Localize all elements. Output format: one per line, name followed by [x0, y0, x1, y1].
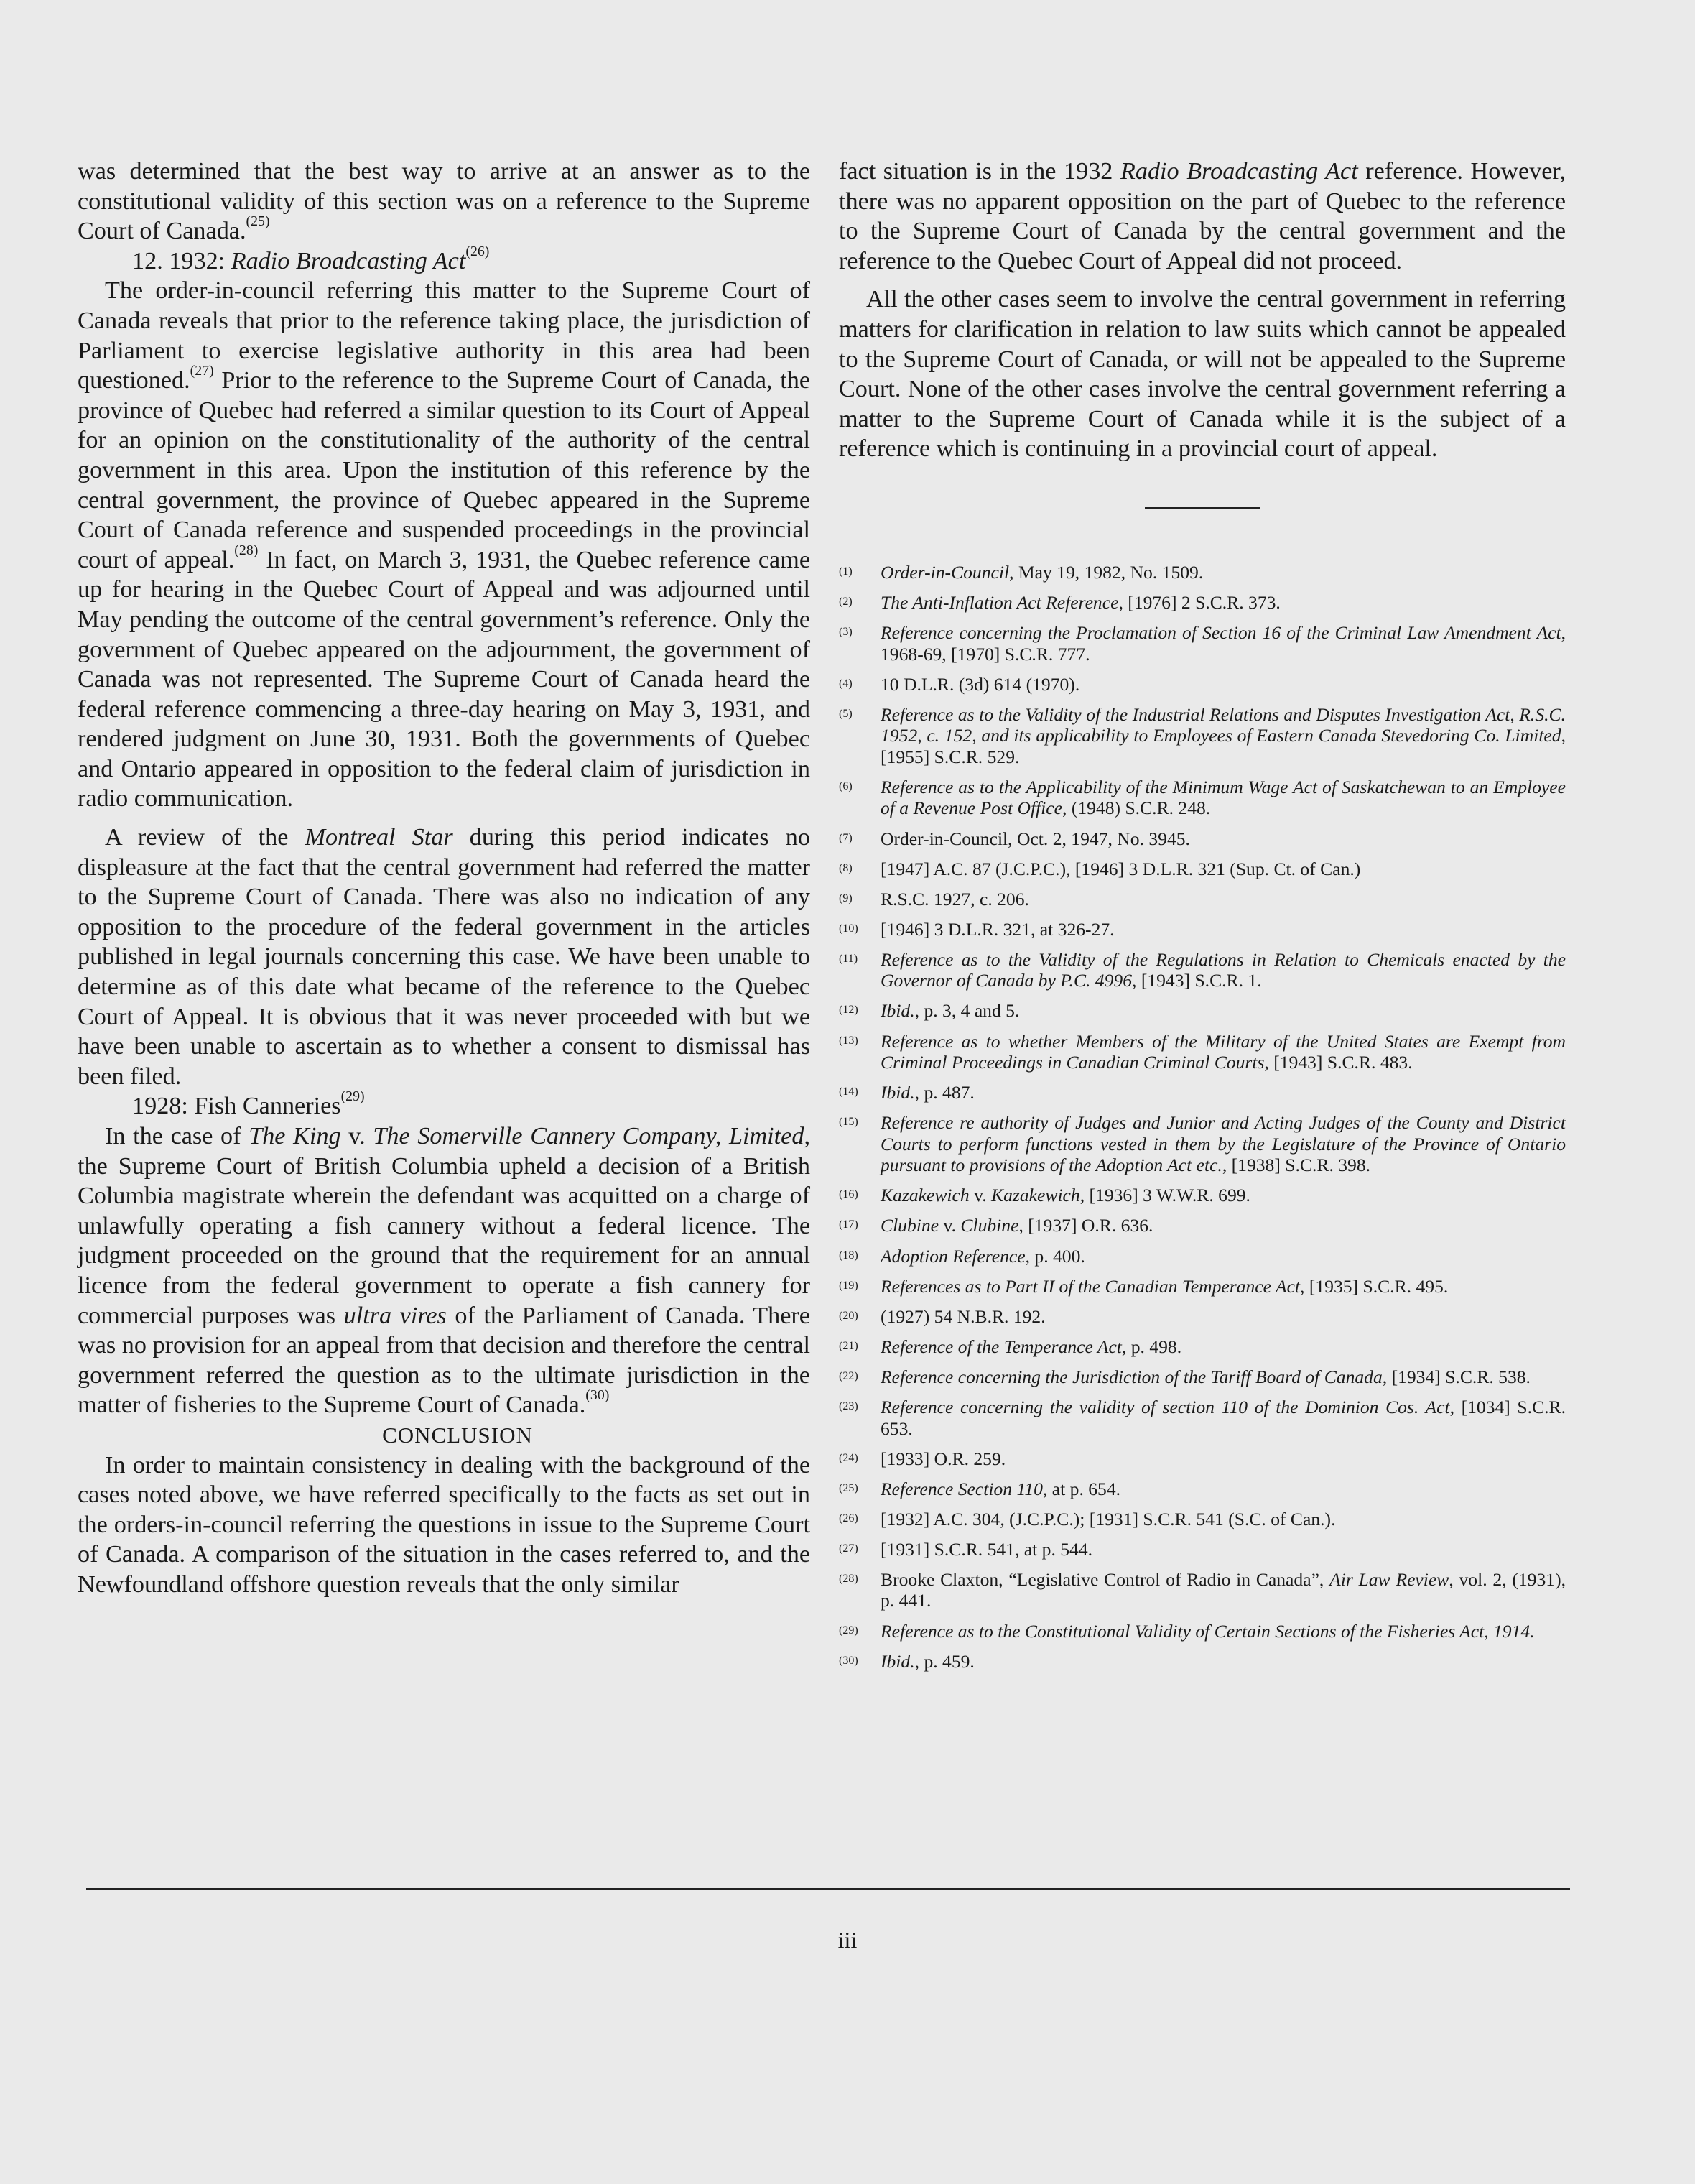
footnote-number: (12)	[839, 1004, 858, 1017]
footnote-number: (20)	[839, 1309, 858, 1322]
footnote-number: (1)	[839, 565, 853, 578]
footnote	[839, 1246, 1566, 1267]
footnote-text: Brooke Claxton, “Legislative Control of Radio in Canada”, Air Law Review, vol. 2, (1931), p. 441.	[881, 1568, 1566, 1611]
right-column	[839, 157, 1566, 1681]
footnote-number: (25)	[839, 1481, 858, 1494]
footnote-text: [1933] O.R. 259.	[881, 1448, 1006, 1469]
paragraph-other-cases: All the other cases seem to involve the central government in referring matters for clarification in relation to law suits which cannot be appealed to the Supreme Court of Canada, or will not be appealed to the Supreme Court. None of the other cases involve the central government referring a matter to the Supreme Court of Canada while it is the subject of a reference which is continuing in a provincial court of appeal.	[839, 286, 1566, 463]
footnote-text: Adoption Reference, p. 400.	[881, 1245, 1085, 1267]
footnote-number: (22)	[839, 1369, 858, 1382]
footnote-text: Reference concerning the Jurisdiction of the Tariff Board of Canada, [1934] S.C.R. 538.	[881, 1366, 1531, 1387]
footnote-text: Order-in-Council, Oct. 2, 1947, No. 3945.	[881, 828, 1190, 849]
footnote-number: (11)	[839, 952, 858, 965]
footnote	[839, 674, 1566, 695]
footnote	[839, 1509, 1566, 1530]
footnote-number: (16)	[839, 1188, 858, 1201]
footnote-number: (26)	[839, 1512, 858, 1524]
footnote-text: Reference as to whether Members of the Military of the United States are Exempt from Criminal Proceedings in Canadian Criminal Courts, [1943] S.C.R. 483.	[881, 1030, 1566, 1073]
footnote-text: R.S.C. 1927, c. 206.	[881, 888, 1029, 910]
footnote	[839, 777, 1566, 819]
footnote-number: (7)	[839, 831, 853, 844]
footnote-text: Ibid., p. 3, 4 and 5.	[881, 1000, 1020, 1022]
footnote	[839, 1651, 1566, 1672]
footnote-text: [1947] A.C. 87 (J.C.P.C.), [1946] 3 D.L.R. 321 (Sup. Ct. of Can.)	[881, 858, 1361, 879]
footnote-number: (30)	[839, 1654, 858, 1667]
footnote-number: (4)	[839, 677, 853, 690]
footnote	[839, 1569, 1566, 1611]
footnote-number: (6)	[839, 779, 853, 792]
footnote-number: (28)	[839, 1572, 858, 1585]
footnote-text: [1931] S.C.R. 541, at p. 544.	[881, 1538, 1093, 1560]
footnote-number: (23)	[839, 1400, 858, 1412]
footnote	[839, 1479, 1566, 1500]
footnote-text: Order-in-Council, May 19, 1982, No. 1509.	[881, 561, 1204, 583]
paragraph-fish-canneries: In the case of The King v. The Somerville Cannery Company, Limited, the Supreme Court of British Columbia upheld a decision of a British Columbia magistrate wherein the defendant was acquitted on a charge of unlawfully operating a fish cannery without a federal licence. The judgment proceeded on the ground that the requirement for an annual licence from the federal government to operate a fish cannery for commercial purposes was ultra vires of the Parliament of Canada. There was no provision for an appeal from that decision and therefore the central government referred the question as to the ultimate jurisdiction in the matter of fisheries to the Supreme Court of Canada.$^{(30)}$	[78, 1123, 810, 1419]
footnote-number: (27)	[839, 1542, 858, 1555]
footnote	[839, 828, 1566, 850]
footnote-number: (17)	[839, 1218, 858, 1231]
footnote-number: (29)	[839, 1624, 858, 1637]
footnote-number: (19)	[839, 1279, 858, 1292]
footnote	[839, 1185, 1566, 1206]
footnote-text: Reference as to the Validity of the Regulations in Relation to Chemicals enacted by the Governor of Canada by P.C. 4996, [1943] S.C.R. 1.	[881, 948, 1566, 991]
footnote	[839, 1306, 1566, 1328]
footnote	[839, 1397, 1566, 1439]
footnote	[839, 859, 1566, 880]
footnote-number: (24)	[839, 1451, 858, 1464]
footnote-text: [1932] A.C. 304, (J.C.P.C.); [1931] S.C.R. 541 (S.C. of Can.).	[881, 1508, 1336, 1530]
footnote-text: References as to Part II of the Canadian Temperance Act, [1935] S.C.R. 495.	[881, 1275, 1449, 1297]
paragraph-similar-fact: fact situation is in the 1932 Radio Broadcasting Act reference. However, there was no apparent opposition on the part of Quebec to the reference to the Supreme Court of Canada by the central government and the reference to the Quebec Court of Appeal did not proceed.	[839, 158, 1566, 274]
footnote	[839, 704, 1566, 768]
footnote	[839, 592, 1566, 614]
heading-radio-broadcasting-act: 12. 1932: Radio Broadcasting Act$^{(26)}$	[132, 243, 490, 274]
footnote	[839, 1000, 1566, 1022]
footnote-text: 10 D.L.R. (3d) 614 (1970).	[881, 673, 1080, 695]
footnote	[839, 1539, 1566, 1560]
footnote	[839, 1336, 1566, 1358]
footnote	[839, 622, 1566, 665]
footnote-text: Ibid., p. 459.	[881, 1650, 975, 1672]
footnote	[839, 1621, 1566, 1642]
footnote-text: Reference as to the Applicability of the Minimum Wage Act of Saskatchewan to an Employee of a Revenue Post Office, (1948) S.C.R. 248.	[881, 776, 1566, 819]
footnote	[839, 949, 1566, 991]
footnote-number: (2)	[839, 596, 853, 609]
footnote-text: Reference of the Temperance Act, p. 498.	[881, 1336, 1182, 1357]
footnote-number: (8)	[839, 861, 853, 874]
footnote-text: Clubine v. Clubine, [1937] O.R. 636.	[881, 1215, 1153, 1236]
footnote-number: (18)	[839, 1249, 858, 1262]
footnote-text: [1946] 3 D.L.R. 321, at 326-27.	[881, 918, 1115, 940]
footnote-number: (9)	[839, 892, 853, 904]
footnote-number: (21)	[839, 1339, 858, 1352]
footnote-text: Reference Section 110, at p. 654.	[881, 1478, 1121, 1499]
footnote	[839, 1366, 1566, 1388]
page-number: iii	[837, 1927, 858, 1953]
paragraph-radio-reference: The order-in-council referring this matter to the Supreme Court of Canada reveals that prior to the reference taking place, the jurisdiction of Parliament to exercise legislative authority in this area had been questioned.$^{(27)}$ Prior to the reference to the Supreme Court of Canada, the province of Quebec had referred a similar question to its Court of Appeal for an opinion on the constitutionality of the authority of the central government in this area. Upon the institution of this reference by the central government, the province of Quebec appeared in the Supreme Court of Canada reference and suspended proceedings in the provincial court of appeal.$^{(28)}$ In fact, on March 3, 1931, the Quebec reference came up for hearing in the Quebec Court of Appeal and was adjourned until May pending the outcome of the central government’s reference. Only the government of Quebec appeared on the adjournment, the government of Canada was not represented. The Supreme Court of Canada heard the federal reference commencing a three-day hearing on May 3, 1931, and rendered judgment on June 30, 1931. Both the governments of Quebec and Ontario appeared in opposition to the federal claim of jurisdiction in radio communication.	[78, 277, 810, 813]
footnote	[839, 919, 1566, 940]
footnote-number: (15)	[839, 1116, 858, 1129]
paragraph-conclusion: In order to maintain consistency in dealing with the background of the cases noted above, we have referred specifically to the facts as set out in the orders-in-council referring the questions in issue to the Supreme Court of Canada. A comparison of the situation in the cases referred to, and the Newfoundland offshore question reveals that the only similar	[78, 1451, 810, 1598]
footnote-text: Reference concerning the validity of section 110 of the Dominion Cos. Act, [1034] S.C.R. 653.	[881, 1397, 1566, 1439]
footer-rule	[86, 1888, 1570, 1890]
footnote	[839, 1276, 1566, 1297]
right-column-text	[839, 157, 1566, 464]
footnote-number: (3)	[839, 626, 853, 639]
heading-fish-canneries: 1928: Fish Canneries$^{(29)}$	[132, 1088, 365, 1120]
footnote	[839, 1031, 1566, 1073]
footnote-text: (1927) 54 N.B.R. 192.	[881, 1305, 1046, 1327]
footnote-text: Reference as to the Constitutional Validity of Certain Sections of the Fisheries Act, 1914.	[881, 1620, 1535, 1642]
footnote-text: Ibid., p. 487.	[881, 1082, 975, 1103]
footnote-number: (10)	[839, 922, 858, 935]
paragraph-montreal-star: A review of the Montreal Star during this period indicates no displeasure at the fact that the central government had referred the matter to the Supreme Court of Canada. There was also no indication of any opposition to the procedure of the federal government in the articles published in legal journals concerning this case. We have been unable to determine as of this date what became of the reference to the Quebec Court of Appeal. It is obvious that it was never proceeded with but we have been unable to ascertain as to whether a consent to dismissal has been filed.	[78, 824, 810, 1090]
footnote	[839, 1215, 1566, 1236]
footnote-text: Reference re authority of Judges and Junior and Acting Judges of the County and District Courts to perform functions vested in them by the Legislature of the Province of Ontario pursuant to provisions of the Adoption Act etc., [1938] S.C.R. 398.	[881, 1112, 1566, 1176]
footnote-text: The Anti-Inflation Act Reference, [1976] 2 S.C.R. 373.	[881, 592, 1281, 614]
footnote-text: Kazakewich v. Kazakewich, [1936] 3 W.W.R. 699.	[881, 1185, 1250, 1206]
footnote-number: (14)	[839, 1086, 858, 1098]
paragraph-section-11-end: was determined that the best way to arrive at an answer as to the constitutional validity of this section was on a reference to the Supreme Court of Canada.$^{(25)}$	[78, 158, 810, 245]
footnote	[839, 889, 1566, 910]
footnote	[839, 1082, 1566, 1103]
footnote	[839, 1112, 1566, 1176]
conclusion-heading: CONCLUSION	[382, 1422, 533, 1448]
footnote-text: Reference as to the Validity of the Industrial Relations and Disputes Investigation Act, R.S.C. 1952, c. 152, and its applicability to Employees of Eastern Canada Stevedoring Co. Limited, [1955] S.C.R. 529.	[881, 703, 1566, 767]
left-column	[78, 157, 810, 1600]
footnote	[839, 1448, 1566, 1470]
footnote-number: (13)	[839, 1034, 858, 1047]
footnote-number: (5)	[839, 707, 853, 720]
footnote-list	[839, 562, 1566, 1672]
section-separator	[1145, 507, 1260, 509]
footnote	[839, 562, 1566, 583]
footnote-text: Reference concerning the Proclamation of Section 16 of the Criminal Law Amendment Act, 1968-69, [1970] S.C.R. 777.	[881, 622, 1566, 665]
